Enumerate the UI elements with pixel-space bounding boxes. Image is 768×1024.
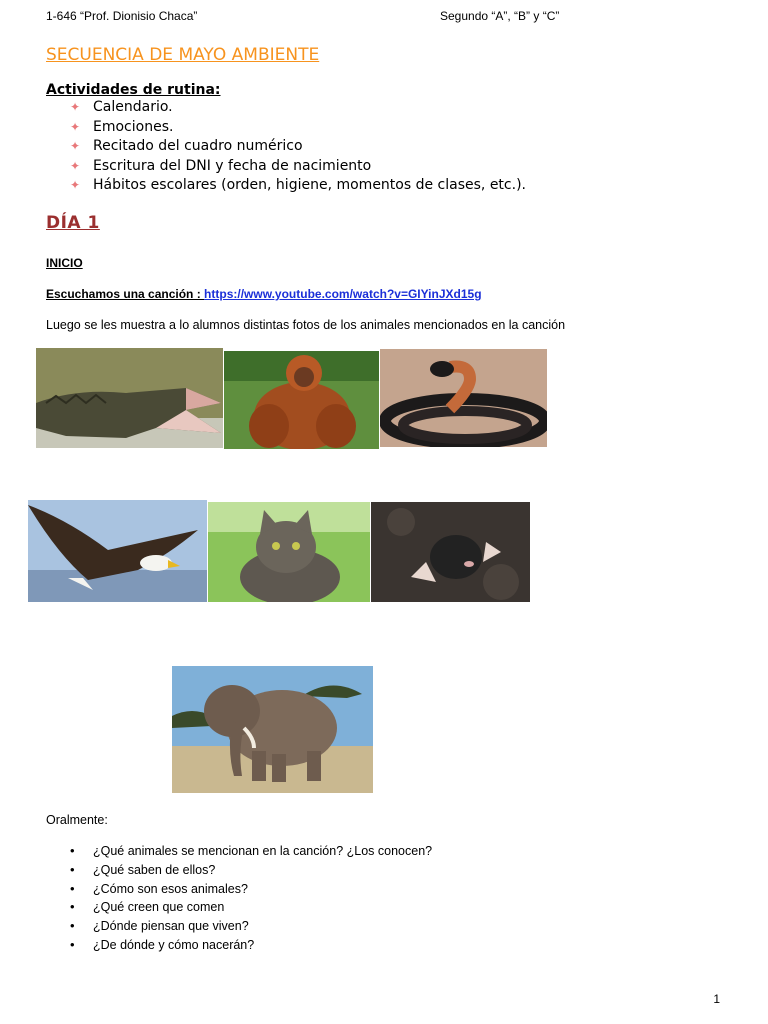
elephant-icon <box>172 666 373 793</box>
mole-icon <box>371 502 530 602</box>
song-line <box>46 287 482 301</box>
star-bullet-icon: ✦ <box>70 139 81 154</box>
bullet-icon: • <box>70 918 75 934</box>
song-label: Escuchamos una canción : <box>46 287 205 301</box>
eagle-photo <box>28 500 207 602</box>
eagle-icon <box>28 500 207 602</box>
star-bullet-icon: ✦ <box>70 158 81 173</box>
routine-heading: Actividades de rutina: <box>46 82 221 98</box>
crocodile-icon <box>36 348 223 448</box>
bullet-icon: • <box>70 899 75 915</box>
questions-list <box>70 842 432 955</box>
mole-photo <box>371 502 530 602</box>
list-item: ✦ Escritura del DNI y fecha de nacimiento <box>70 157 526 177</box>
routine-list <box>70 98 526 196</box>
crocodile-photo <box>36 348 223 448</box>
list-item: • ¿Cómo son esos animales? <box>70 880 432 899</box>
intro-text: Luego se les muestra a lo alumnos distintas fotos de los animales mencionados en la canción <box>46 318 566 332</box>
cat-photo <box>208 502 370 602</box>
header-school: 1-646 “Prof. Dionisio Chaca” <box>46 9 198 23</box>
inicio-heading: INICIO <box>46 256 83 270</box>
star-bullet-icon: ✦ <box>70 100 81 114</box>
elephant-photo <box>172 666 373 793</box>
orangutan-icon <box>224 351 379 449</box>
youtube-link[interactable]: https://www.youtube.com/watch?v=GIYinJXd15g <box>204 287 482 301</box>
list-item: • ¿Dónde piensan que viven? <box>70 917 432 936</box>
list-item: ✦ Hábitos escolares (orden, higiene, momentos de clases, etc.). <box>70 176 526 196</box>
list-item: • ¿Qué creen que comen <box>70 898 432 917</box>
list-item: • ¿De dónde y cómo nacerán? <box>70 936 432 955</box>
list-item: • ¿Qué saben de ellos? <box>70 861 432 880</box>
bullet-icon: • <box>70 880 75 896</box>
orangutan-photo <box>224 351 379 449</box>
star-bullet-icon: ✦ <box>70 178 81 193</box>
list-item: ✦ Calendario. <box>70 98 526 118</box>
oral-label: Oralmente: <box>46 813 108 827</box>
header-grades: Segundo “A”, “B” y “C” <box>440 9 560 23</box>
page-number: 1 <box>713 992 720 1006</box>
document-title: SECUENCIA DE MAYO AMBIENTE <box>46 45 320 65</box>
list-item: ✦ Emociones. <box>70 118 526 138</box>
snake-photo <box>380 349 547 447</box>
bullet-icon: • <box>70 936 75 952</box>
day-heading: DÍA 1 <box>46 213 100 233</box>
list-item: ✦ Recitado del cuadro numérico <box>70 137 526 157</box>
cat-icon <box>208 502 370 602</box>
snake-icon <box>380 349 547 447</box>
list-item: • ¿Qué animales se mencionan en la canción? ¿Los conocen? <box>70 842 432 861</box>
star-bullet-icon: ✦ <box>70 119 81 134</box>
bullet-icon: • <box>70 861 75 877</box>
bullet-icon: • <box>70 843 75 858</box>
